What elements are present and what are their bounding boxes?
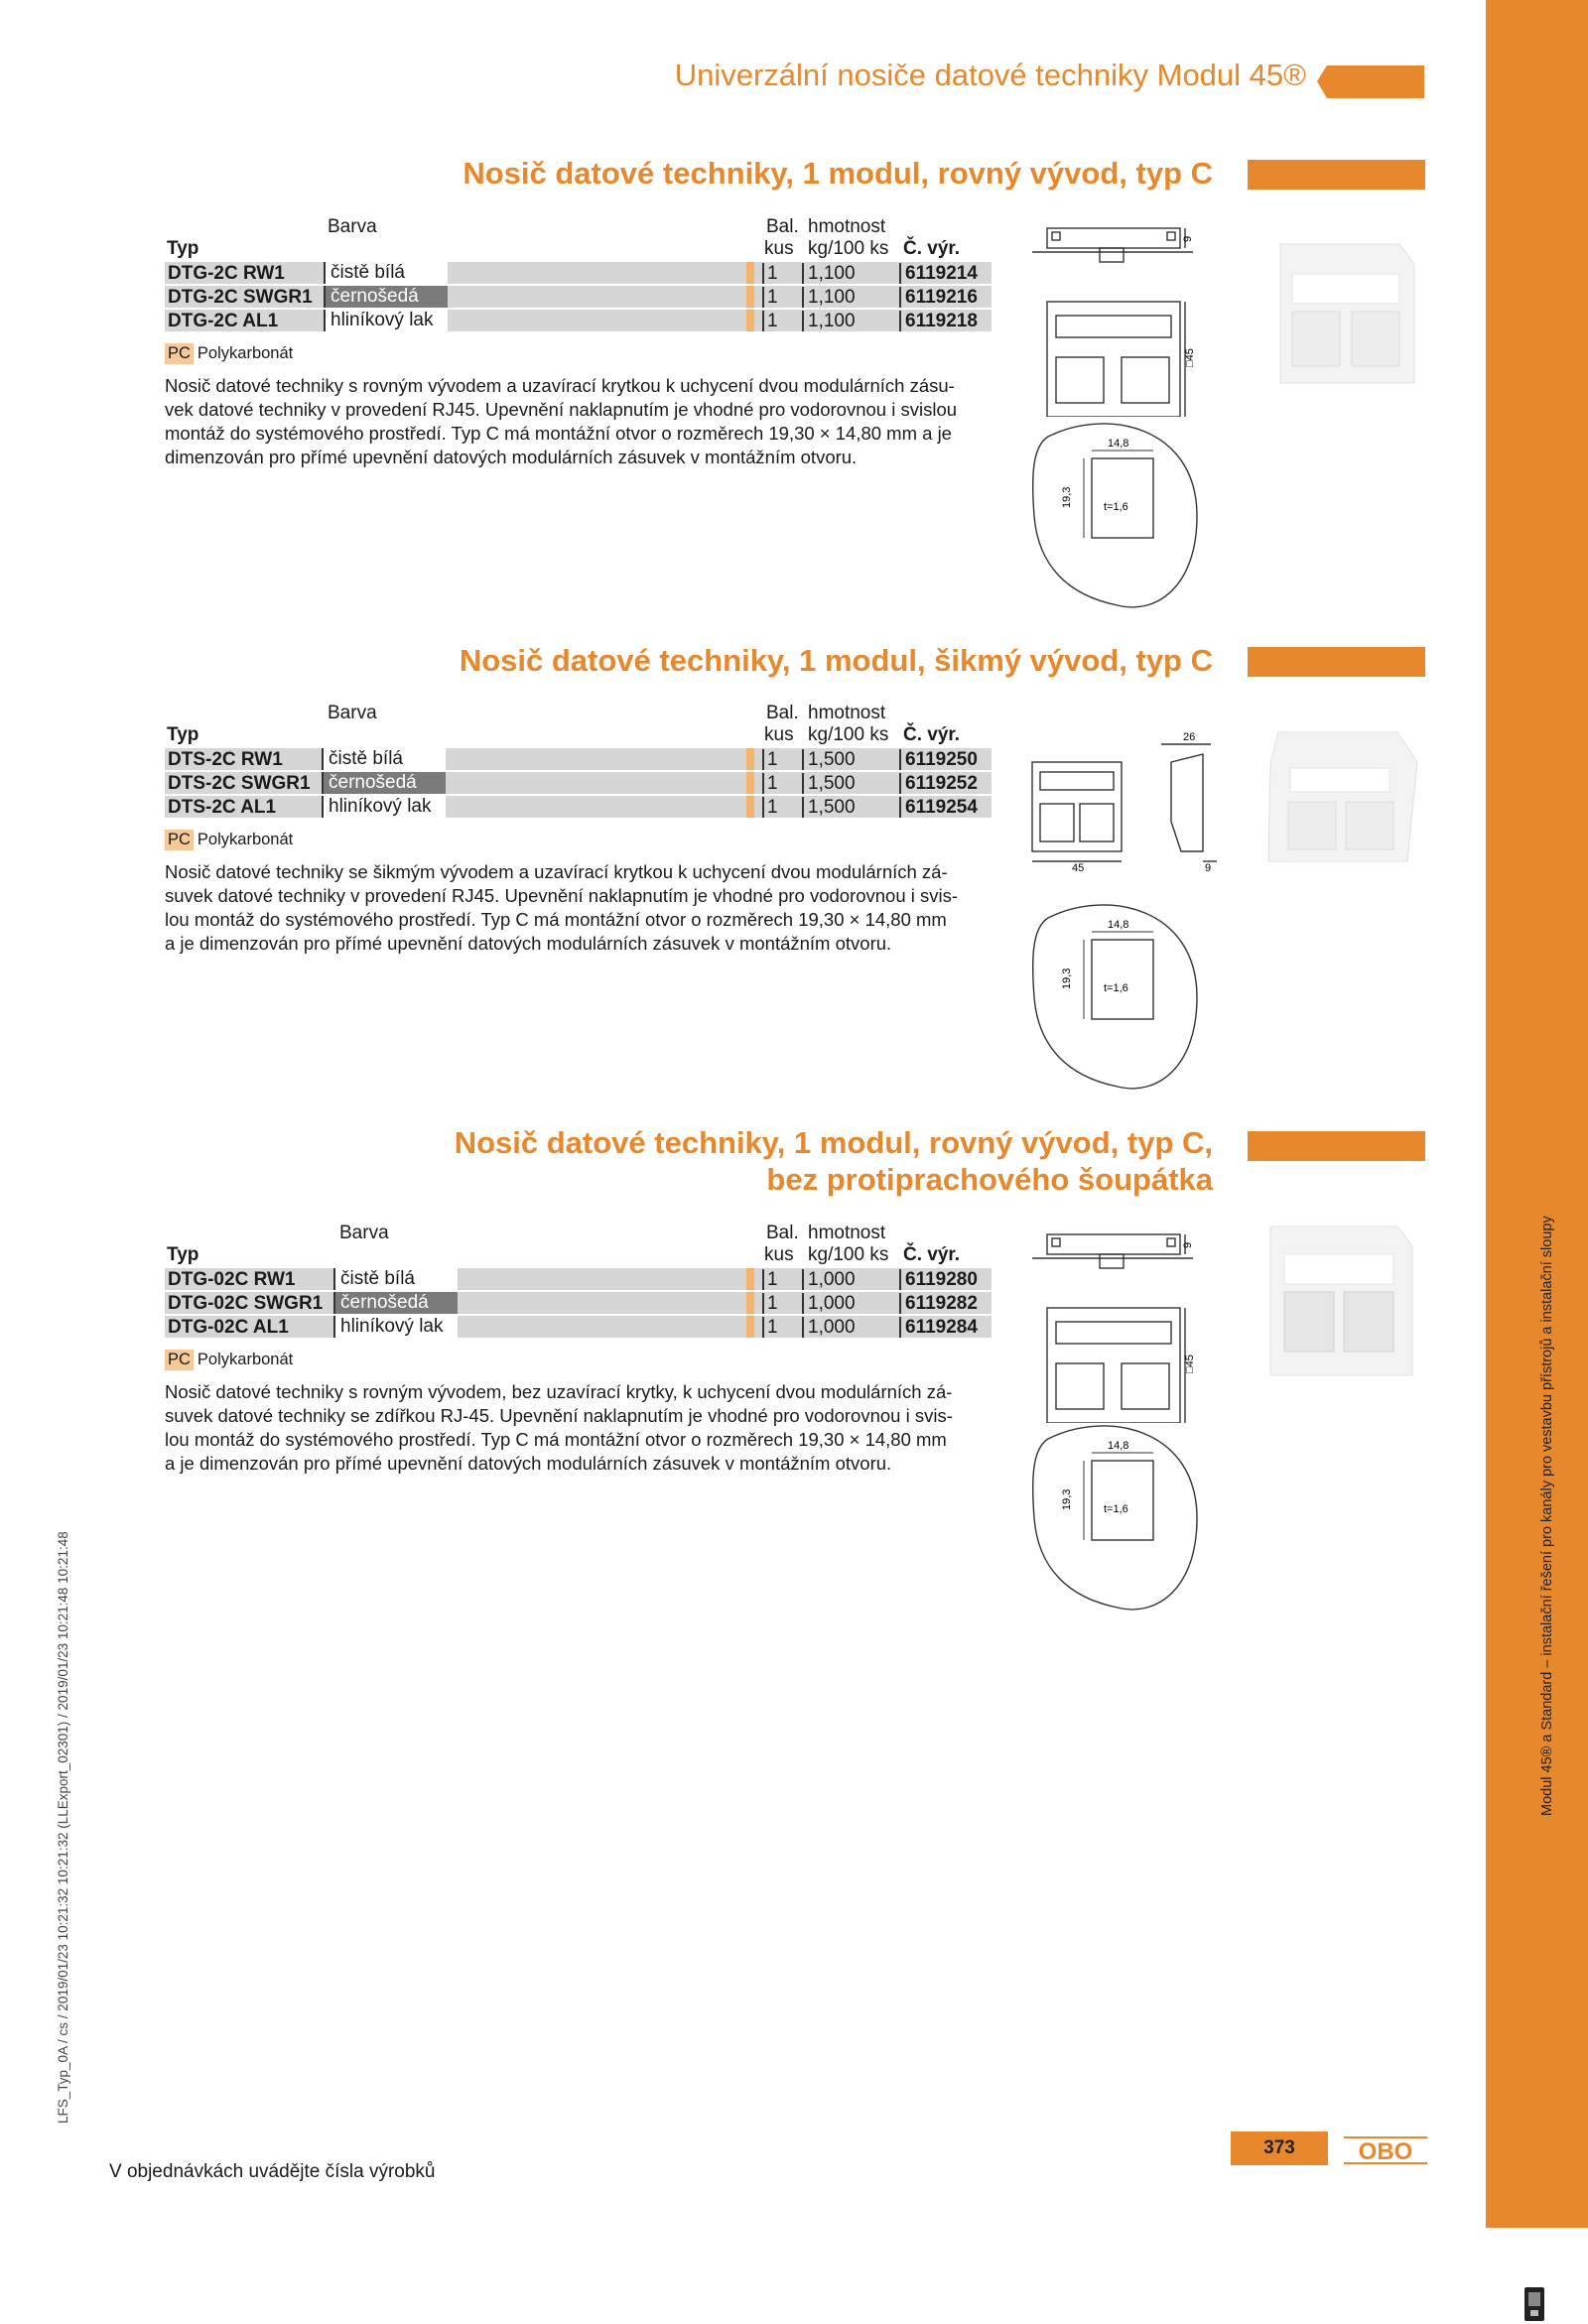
- cell-bal: 1: [762, 1293, 778, 1314]
- cell-hmotnost: 1,500: [802, 797, 856, 818]
- dim-width: 14,8: [1108, 1440, 1129, 1452]
- product-photo-3: [1258, 1217, 1417, 1385]
- desc-line: dimenzován pro přímé upevnění datových modulárních zásuvek v montážním otvoru.: [165, 447, 858, 467]
- table-row: [165, 1268, 992, 1290]
- cell-hmotnost: 1,100: [802, 287, 856, 308]
- desc-line: vek datové techniky v provedení RJ45. Upevnění naklapnutím je vhodné pro vodorovnou i svislou: [165, 399, 958, 420]
- desc-line: a je dimenzován pro přímé upevnění datových modulárních zásuvek v montážním otvoru.: [165, 1453, 892, 1474]
- cell-typ: DTG-2C RW1: [168, 263, 285, 284]
- table-row: [165, 1316, 992, 1338]
- header-kus: kus: [764, 238, 794, 259]
- cell-typ: DTS-2C SWGR1: [168, 773, 311, 794]
- cell-color: čistě bílá: [333, 1268, 458, 1290]
- cell-bal: 1: [762, 797, 778, 818]
- table-row: [165, 262, 992, 284]
- product-photo-1: [1270, 234, 1419, 393]
- orange-marker: [746, 772, 754, 794]
- product-table-3: [165, 1221, 992, 1338]
- dim-height: 19,3: [1061, 968, 1073, 989]
- header-cislo: Č. výr.: [903, 724, 961, 745]
- table-row: [165, 748, 992, 770]
- material-line: [165, 830, 293, 850]
- orange-marker: [746, 1292, 754, 1314]
- obo-logo: [1342, 2133, 1429, 2167]
- description-3: [165, 1380, 998, 1476]
- cell-bal: 1: [762, 749, 778, 770]
- cell-hmotnost: 1,500: [802, 749, 856, 770]
- logo-text: OBO: [1358, 2138, 1413, 2165]
- header-cislo: Č. výr.: [903, 1244, 961, 1265]
- table-header: [165, 214, 992, 260]
- header-kus: kus: [764, 1244, 794, 1265]
- orange-sidebar: [1486, 0, 1588, 2228]
- mounting-cutout-drawing: [1028, 417, 1207, 615]
- cell-color: hliníkový lak: [333, 1316, 458, 1338]
- cell-cislo: 6119254: [899, 797, 978, 818]
- cell-color: čistě bílá: [322, 748, 446, 770]
- material-badge: PC: [165, 1350, 194, 1370]
- footer-note: V objednávkách uvádějte čísla výrobků: [109, 2161, 436, 2182]
- dim-label: □45: [1184, 348, 1196, 367]
- dim-small: 9: [1205, 862, 1212, 871]
- orange-marker: [746, 796, 754, 818]
- header-typ: Typ: [167, 724, 199, 745]
- table-header: [165, 1221, 992, 1266]
- dim-width: 45: [1072, 862, 1085, 871]
- cell-bal: 1: [762, 773, 778, 794]
- desc-line: suvek datové techniky se zdířkou RJ-45. Upevnění naklapnutím je vhodné pro vodorovnou i svis-: [165, 1405, 953, 1426]
- cell-bal: 1: [762, 263, 778, 284]
- cell-hmotnost: 1,100: [802, 311, 856, 331]
- header-hmotnost: hmotnost: [808, 1223, 886, 1243]
- table-row: [165, 1292, 992, 1314]
- header-typ: Typ: [167, 238, 199, 259]
- header-bal: Bal.: [766, 216, 799, 237]
- cell-hmotnost: 1,000: [802, 1293, 856, 1314]
- cell-bal: 1: [762, 1269, 778, 1290]
- table-row: [165, 772, 992, 794]
- description-1: [165, 374, 998, 469]
- dim-height: 19,3: [1061, 1488, 1073, 1510]
- header-kus: kus: [764, 724, 794, 745]
- material-line: [165, 343, 293, 364]
- header-hmotnost: hmotnost: [808, 216, 886, 237]
- section-1-bar: [1248, 160, 1425, 190]
- material-text: Polykarbonát: [197, 1351, 294, 1368]
- dim-thickness: t=1,6: [1104, 1503, 1128, 1515]
- desc-line: Nosič datové techniky s rovným vývodem, bez uzavírací krytky, k uchycení dvou modulárních zá-: [165, 1381, 953, 1402]
- dim-width: 14,8: [1108, 438, 1129, 450]
- table-row: [165, 286, 992, 308]
- cell-cislo: 6119252: [899, 773, 978, 794]
- page-header-title: Univerzální nosiče datové techniky Modul 45®: [674, 58, 1306, 92]
- header-barva: Barva: [328, 216, 377, 237]
- cell-typ: DTG-02C RW1: [168, 1269, 296, 1290]
- header-cislo: Č. výr.: [903, 238, 961, 259]
- orange-marker: [746, 748, 754, 770]
- dim-width: 14,8: [1108, 919, 1129, 931]
- desc-line: suvek datové techniky v provedení RJ45. Upevnění naklapnutím je vhodné pro vodorovnou i svis-: [165, 885, 959, 906]
- cell-hmotnost: 1,500: [802, 773, 856, 794]
- page-number: 373: [1231, 2131, 1328, 2165]
- product-table-1: [165, 214, 992, 331]
- header-barva: Barva: [328, 703, 377, 723]
- cell-cislo: 6119280: [899, 1269, 978, 1290]
- chapter-marker-icon: [1509, 2284, 1510, 2285]
- technical-drawing-angled: [1022, 722, 1221, 871]
- header-kg: kg/100 ks: [808, 1244, 889, 1265]
- cell-bal: 1: [762, 311, 778, 331]
- header-typ: Typ: [167, 1244, 199, 1265]
- cell-hmotnost: 1,000: [802, 1269, 856, 1290]
- cell-typ: DTS-2C RW1: [168, 749, 283, 770]
- desc-line: lou montáž do systémového prostředí. Typ C má montážní otvor o rozměrech 19,30 × 14,80 mm: [165, 909, 947, 930]
- material-badge: PC: [165, 830, 194, 850]
- table-row: [165, 796, 992, 818]
- orange-marker: [746, 262, 754, 284]
- dim-label: 9: [1182, 1241, 1194, 1248]
- cell-cislo: 6119284: [899, 1317, 978, 1338]
- section-1-title: Nosič datové techniky, 1 modul, rovný vývod, typ C: [463, 156, 1213, 191]
- cell-cislo: 6119250: [899, 749, 978, 770]
- cell-hmotnost: 1,100: [802, 263, 856, 284]
- cell-color: černošedá: [322, 772, 446, 794]
- product-table-2: [165, 701, 992, 818]
- print-metadata: LFS_Typ_0A / cs / 2019/01/23 10:21:32 10:21:32 (LLExport_02301) / 2019/01/23 10:21:48 10:21:48: [56, 1531, 70, 2124]
- sidebar-caption: Modul 45® a Standard – instalační řešení pro kanály pro vestavbu přístrojů a instalační sloupy: [1539, 1216, 1555, 1816]
- header-tab-marker: [1317, 65, 1424, 98]
- desc-line: a je dimenzován pro přímé upevnění datových modulárních zásuvek v montážním otvoru.: [165, 933, 892, 954]
- header-kg: kg/100 ks: [808, 238, 889, 259]
- cell-bal: 1: [762, 1317, 778, 1338]
- table-row: [165, 310, 992, 331]
- header-barva: Barva: [339, 1223, 389, 1243]
- header-bal: Bal.: [766, 1223, 799, 1243]
- dim-label: □45: [1184, 1355, 1196, 1373]
- section-2-bar: [1248, 647, 1425, 677]
- material-line: [165, 1350, 293, 1370]
- section-2-title: Nosič datové techniky, 1 modul, šikmý vývod, typ C: [459, 643, 1213, 678]
- cell-color: hliníkový lak: [322, 796, 446, 818]
- orange-marker: [746, 310, 754, 331]
- orange-marker: [746, 1268, 754, 1290]
- cell-typ: DTG-02C SWGR1: [168, 1293, 324, 1314]
- product-photo-2: [1258, 722, 1425, 871]
- table-header: [165, 701, 992, 746]
- orange-marker: [746, 286, 754, 308]
- cell-bal: 1: [762, 287, 778, 308]
- tablet-icon: [1521, 2284, 1548, 2324]
- dim-height: 19,3: [1061, 486, 1073, 508]
- orange-marker: [746, 1316, 754, 1338]
- cell-typ: DTG-2C AL1: [168, 311, 279, 331]
- dim-label: 9: [1182, 235, 1194, 242]
- cell-color: hliníkový lak: [324, 310, 448, 331]
- cell-color: černošedá: [324, 286, 448, 308]
- section-3-title-line1: Nosič datové techniky, 1 modul, rovný vývod, typ C,: [454, 1125, 1213, 1160]
- catalog-icon: [1522, 2282, 1523, 2283]
- section-3-bar: [1248, 1131, 1425, 1161]
- header-bal: Bal.: [766, 703, 799, 723]
- cell-cislo: 6119214: [899, 263, 978, 284]
- header-hmotnost: hmotnost: [808, 703, 886, 723]
- dim-depth: 26: [1183, 731, 1196, 743]
- mounting-cutout-drawing: [1028, 1419, 1207, 1617]
- desc-line: lou montáž do systémového prostředí. Typ C má montážní otvor o rozměrech 19,30 × 14,80 mm: [165, 1429, 947, 1450]
- dim-thickness: t=1,6: [1104, 982, 1128, 994]
- header-kg: kg/100 ks: [808, 724, 889, 745]
- dim-thickness: t=1,6: [1104, 501, 1128, 513]
- section-marker-icon: [1519, 2284, 1520, 2285]
- cell-color: čistě bílá: [324, 262, 448, 284]
- material-badge: PC: [165, 343, 194, 364]
- cell-cislo: 6119218: [899, 311, 978, 331]
- material-text: Polykarbonát: [197, 831, 294, 848]
- desc-line: montáž do systémového prostředí. Typ C má montážní otvor o rozměrech 19,30 × 14,80 mm a je: [165, 423, 952, 444]
- cell-cislo: 6119282: [899, 1293, 978, 1314]
- section-3-title-line2: bez protiprachového šoupátka: [766, 1162, 1213, 1197]
- desc-line: Nosič datové techniky s rovným vývodem a uzavírací krytkou k uchycení dvou modulárních zásu-: [165, 375, 955, 396]
- mounting-cutout-drawing: [1028, 898, 1207, 1097]
- cell-typ: DTG-2C SWGR1: [168, 287, 313, 308]
- description-2: [165, 860, 998, 956]
- technical-drawing-front: [1022, 1225, 1196, 1423]
- cell-color: černošedá: [333, 1292, 458, 1314]
- material-text: Polykarbonát: [197, 344, 294, 362]
- desc-line: Nosič datové techniky se šikmým vývodem a uzavírací krytkou k uchycení dvou modulárních zá-: [165, 861, 948, 882]
- technical-drawing-front: [1022, 218, 1196, 417]
- cell-hmotnost: 1,000: [802, 1317, 856, 1338]
- cell-typ: DTG-02C AL1: [168, 1317, 289, 1338]
- cell-cislo: 6119216: [899, 287, 978, 308]
- cell-typ: DTS-2C AL1: [168, 797, 277, 818]
